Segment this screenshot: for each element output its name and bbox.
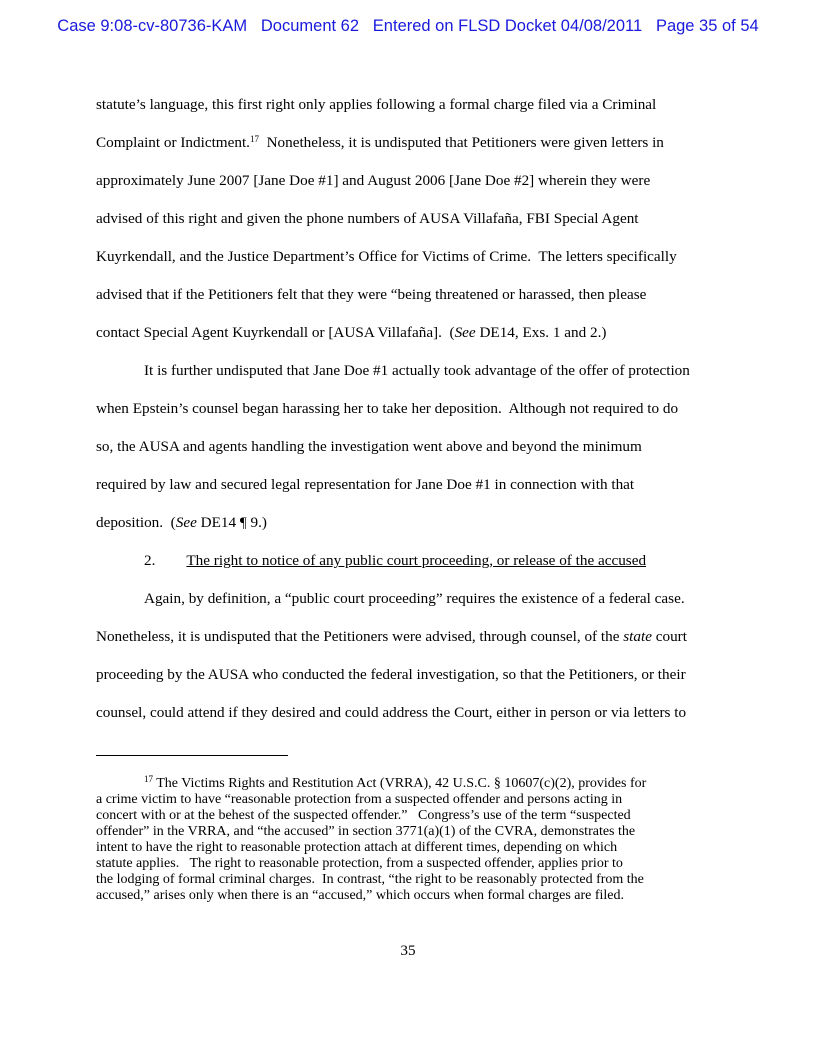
footnote-reference: 17 xyxy=(249,134,259,144)
body-line: when Epstein’s counsel began harassing her to take her deposition. Although not required to do xyxy=(96,400,679,417)
body-text: Nonetheless, it is undisputed that the Petitioners were advised, through counsel, of the xyxy=(96,628,624,645)
footnote-line: statute applies. The right to reasonable protection, from a suspected offender, applies prior to xyxy=(96,856,623,871)
body-text: Complaint or Indictment. xyxy=(96,134,250,151)
body-text: Nonetheless, it is undisputed that Petitioners were given letters in xyxy=(258,134,664,151)
footnote-text: The Victims Rights and Restitution Act (VRRA), 42 U.S.C. § 10607(c)(2), provides for xyxy=(153,776,647,791)
footnote-line: concert with or at the behest of the suspected offender.” Congress’s use of the term “suspected xyxy=(96,808,631,823)
footnote-line: offender” in the VRRA, and “the accused” in section 3771(a)(1) of the CVRA, demonstrates the xyxy=(96,824,636,839)
body-line: advised of this right and given the phone numbers of AUSA Villafaña, FBI Special Agent xyxy=(96,210,639,227)
body-text: contact Special Agent Kuyrkendall or [AUSA Villafaña]. ( xyxy=(96,324,455,341)
body-line: Kuyrkendall, and the Justice Department’s Office for Victims of Crime. The letters specifically xyxy=(96,248,677,265)
footnote-separator xyxy=(96,755,288,756)
footnote-line: a crime victim to have “reasonable protection from a suspected offender and persons acting in xyxy=(96,792,623,807)
body-line xyxy=(96,134,664,152)
body-line: proceeding by the AUSA who conducted the federal investigation, so that the Petitioners, or their xyxy=(96,666,686,683)
body-text: court xyxy=(651,628,687,645)
page-number: 35 xyxy=(400,942,416,959)
heading-text: The right to notice of any public court proceeding, or release of the accused xyxy=(186,552,647,569)
body-line: counsel, could attend if they desired and could address the Court, either in person or via letters to xyxy=(96,704,687,721)
page-of-total: Page 35 of 54 xyxy=(655,17,759,35)
section-heading xyxy=(144,552,646,570)
body-line: required by law and secured legal representation for Jane Doe #1 in connection with that xyxy=(96,476,635,493)
footnote-line: accused,” arises only when there is an “accused,” which occurs when formal charges are filed. xyxy=(96,888,625,903)
body-line xyxy=(96,628,687,646)
body-line: statute’s language, this first right only applies following a formal charge filed via a Criminal xyxy=(96,96,657,113)
body-line xyxy=(96,514,267,532)
body-text: deposition. ( xyxy=(96,514,176,531)
docket-header xyxy=(0,17,816,36)
document-number: Document 62 xyxy=(260,17,360,35)
case-number: Case 9:08-cv-80736-KAM xyxy=(57,17,248,35)
body-text: DE14 ¶ 9.) xyxy=(196,514,267,531)
docket-entry: Entered on FLSD Docket 04/08/2011 xyxy=(372,17,643,35)
body-line: advised that if the Petitioners felt that they were “being threatened or harassed, then please xyxy=(96,286,647,303)
body-line: so, the AUSA and agents handling the investigation went above and beyond the minimum xyxy=(96,438,642,455)
heading-number: 2. xyxy=(144,552,156,569)
emphasis-text: state xyxy=(623,628,652,645)
footnote-line xyxy=(144,776,646,792)
citation-signal: See xyxy=(454,324,476,341)
body-line xyxy=(96,324,606,342)
footnote-line: intent to have the right to reasonable protection attach at different times, depending on which xyxy=(96,840,618,855)
footnote-line: the lodging of formal criminal charges. In contrast, “the right to be reasonably protected from the xyxy=(96,872,644,887)
body-line: It is further undisputed that Jane Doe #1 actually took advantage of the offer of protection xyxy=(144,362,690,379)
citation-signal: See xyxy=(175,514,197,531)
footnote-number: 17 xyxy=(144,774,153,784)
body-text: DE14, Exs. 1 and 2.) xyxy=(475,324,607,341)
body-line: Again, by definition, a “public court proceeding” requires the existence of a federal case. xyxy=(144,590,685,607)
body-line: approximately June 2007 [Jane Doe #1] and August 2006 [Jane Doe #2] wherein they were xyxy=(96,172,651,189)
